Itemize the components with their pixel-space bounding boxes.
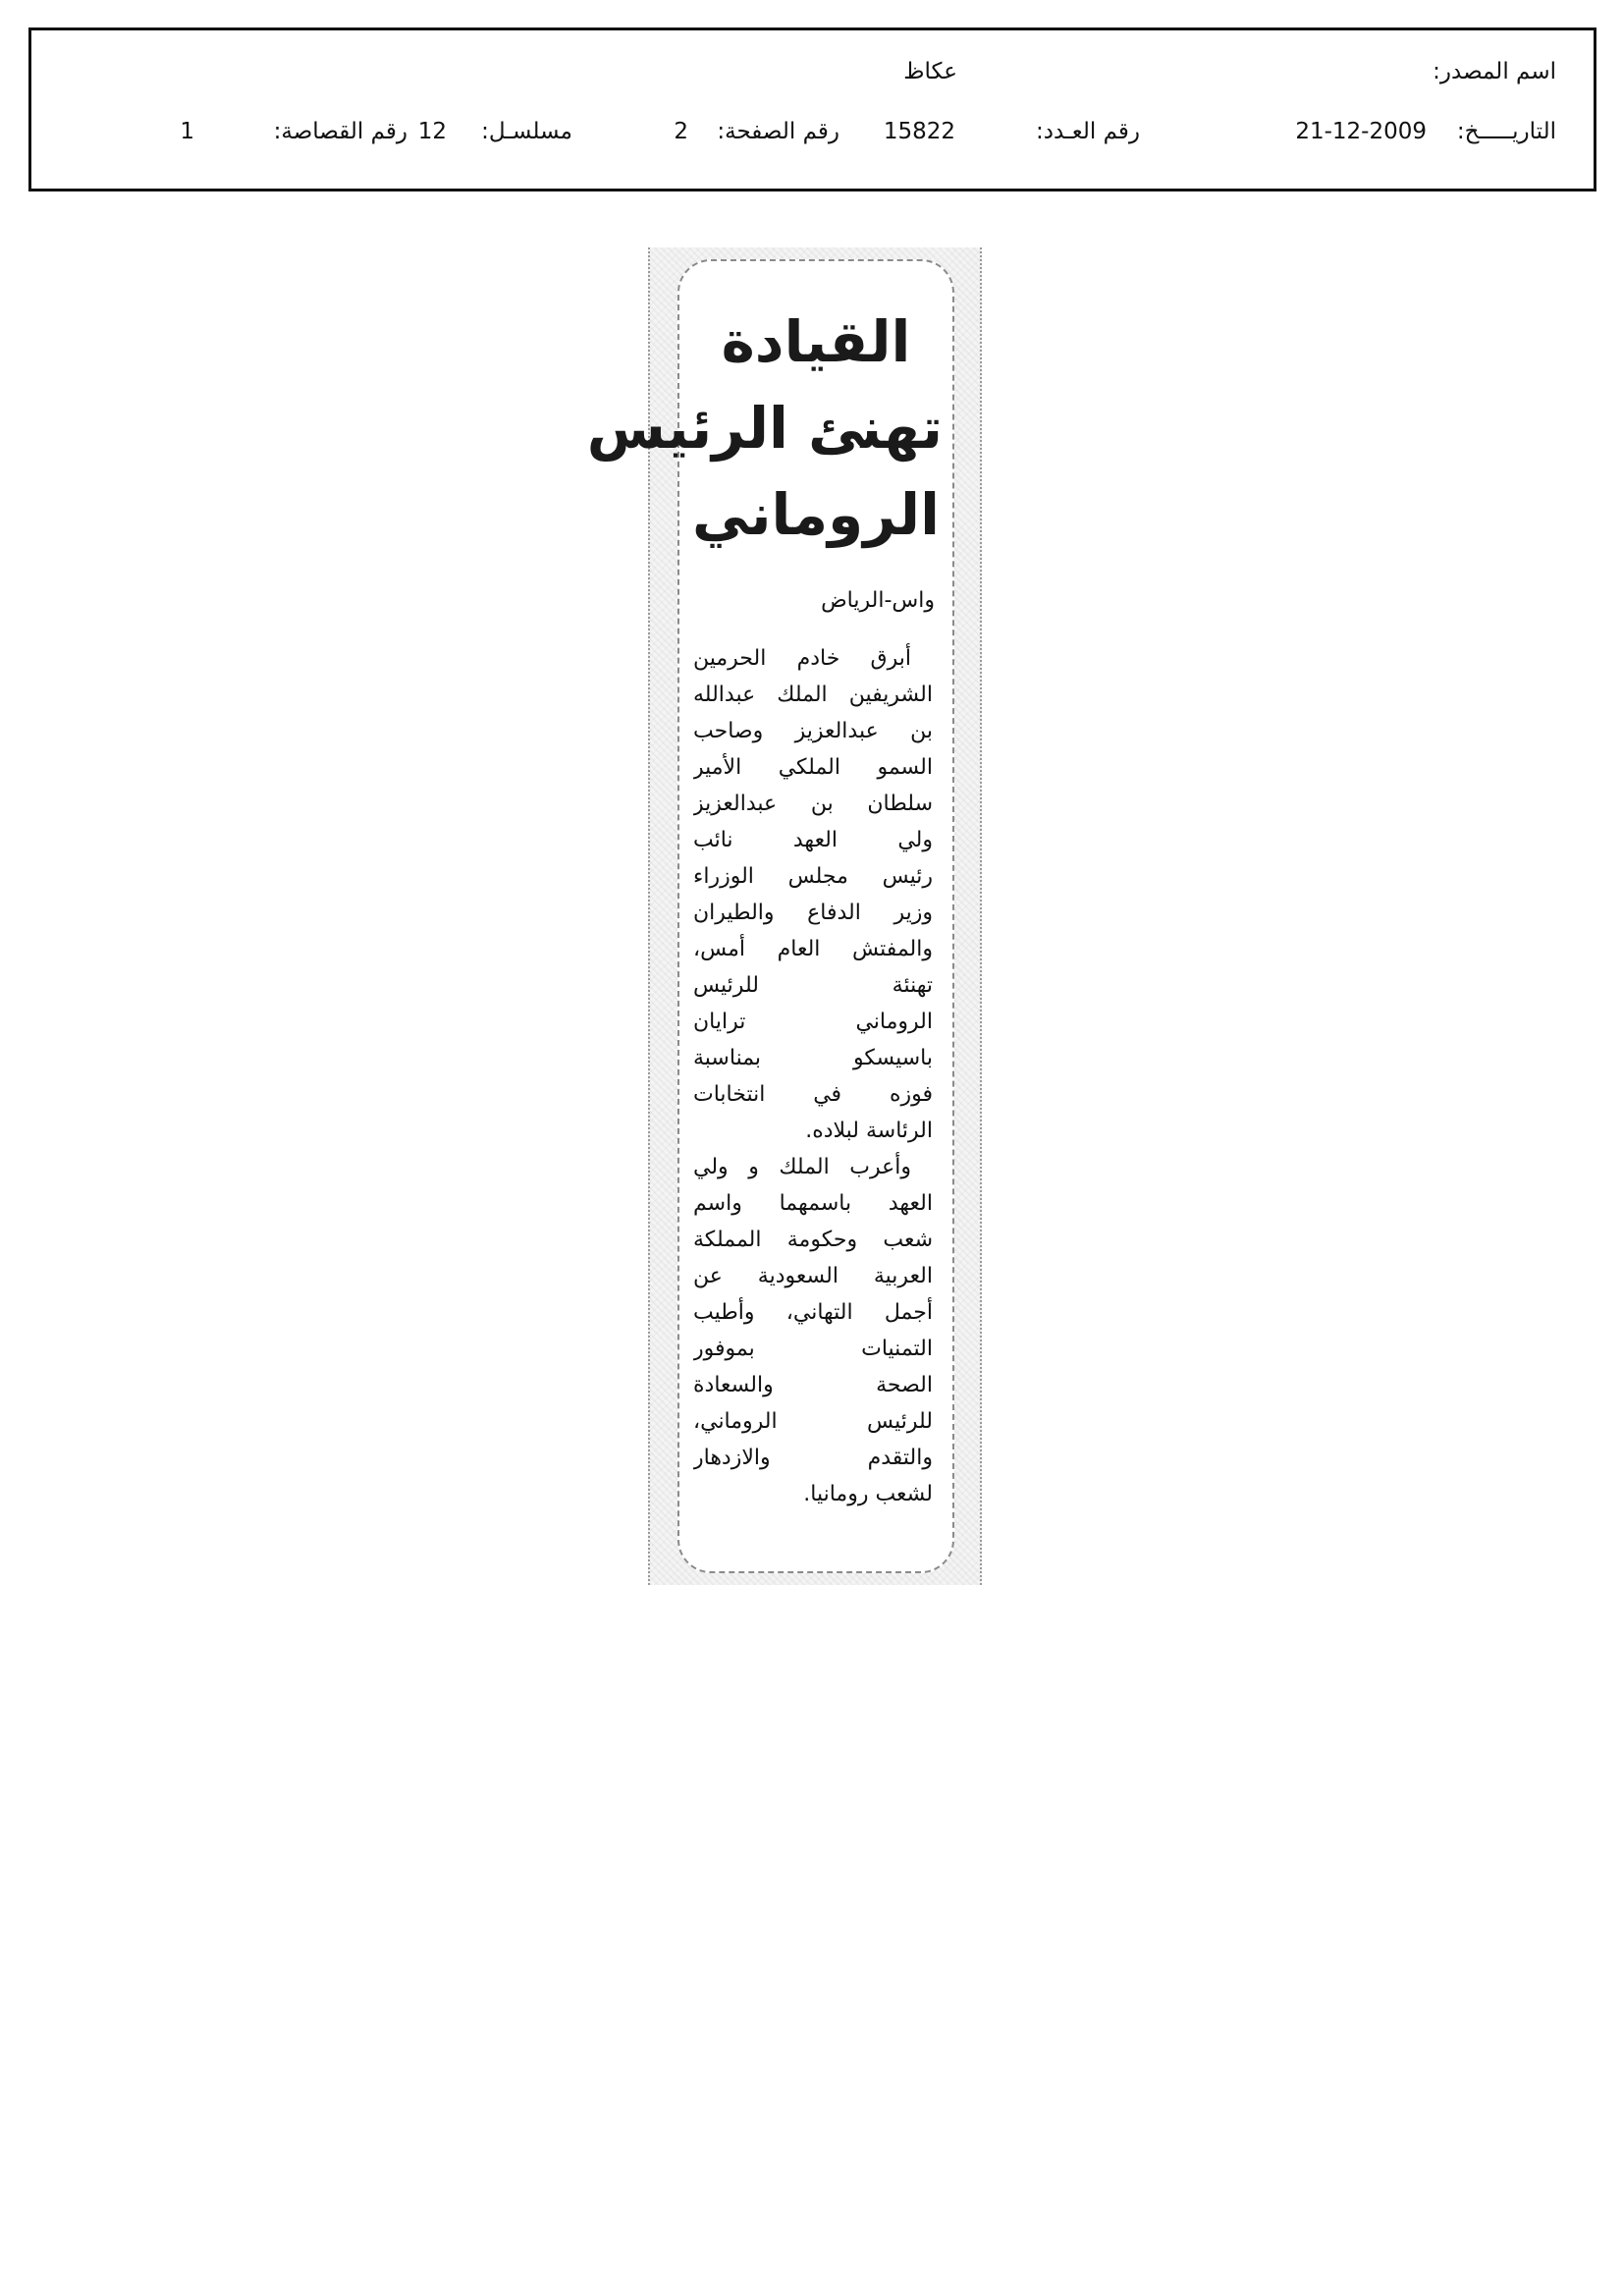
article-dateline: واس-الرياض — [821, 588, 935, 613]
body-line: العهد باسمهما واسم — [693, 1191, 933, 1216]
body-line: شعب وحكومة المملكة — [693, 1228, 933, 1252]
body-line: باسيسكو بمناسبة — [693, 1046, 933, 1070]
body-line: فوزه في انتخابات — [693, 1082, 933, 1107]
body-line: الشريفين الملك عبدالله — [693, 683, 933, 707]
clip-value: 1 — [180, 119, 194, 144]
date-label: التاريـــــخ: — [1456, 119, 1556, 144]
issue-label: رقم العـدد: — [1035, 119, 1140, 144]
body-line: تهنئة للرئيس — [693, 973, 933, 998]
body-line: رئيس مجلس الوزراء — [693, 864, 933, 889]
body-line: وأعرب الملك و ولي — [693, 1155, 911, 1179]
body-line: والتقدم والازدهار — [693, 1446, 933, 1470]
serial-label: مسلسـل: — [481, 119, 572, 144]
body-line: الصحة والسعادة — [693, 1373, 933, 1397]
body-line: بن عبدالعزيز وصاحب — [693, 719, 933, 743]
headline-line: الروماني — [692, 481, 940, 548]
article-frame — [586, 259, 954, 1573]
body-line: الروماني ترايان — [693, 1010, 933, 1034]
body-line: التمنيات بموفور — [693, 1337, 933, 1361]
body-line: للرئيس الروماني، — [693, 1409, 933, 1434]
page-label: رقم الصفحة: — [717, 119, 839, 144]
issue-value: 15822 — [883, 119, 955, 144]
body-line: ولي العهد نائب — [693, 828, 933, 852]
page-value: 2 — [674, 119, 688, 144]
clip-label: رقم القصاصة: — [273, 119, 407, 144]
body-line: وزير الدفاع والطيران — [693, 901, 933, 925]
body-line: أبرق خادم الحرمين — [693, 646, 911, 671]
body-line: العربية السعودية عن — [693, 1264, 933, 1288]
serial-value: 12 — [417, 119, 447, 144]
date-value: 21-12-2009 — [1295, 119, 1427, 144]
headline-line: القيادة — [721, 308, 911, 375]
body-line: أجمل التهاني، وأطيب — [693, 1300, 933, 1325]
article-body — [693, 640, 933, 1512]
body-line: الرئاسة لبلاده. — [805, 1119, 933, 1143]
article-headline — [586, 299, 943, 558]
clipping-header — [28, 27, 1596, 191]
newspaper-clipping — [586, 247, 982, 1585]
body-line: السمو الملكي الأمير — [693, 755, 933, 780]
source-value: عكاظ — [903, 59, 957, 84]
body-line: لشعب رومانيا. — [803, 1482, 933, 1506]
headline-line: تهنئ الرئيس — [586, 395, 943, 462]
body-line: والمفتش العام أمس، — [693, 937, 933, 961]
body-line: سلطان بن عبدالعزيز — [693, 792, 933, 816]
source-label: اسم المصدر: — [1433, 59, 1556, 84]
